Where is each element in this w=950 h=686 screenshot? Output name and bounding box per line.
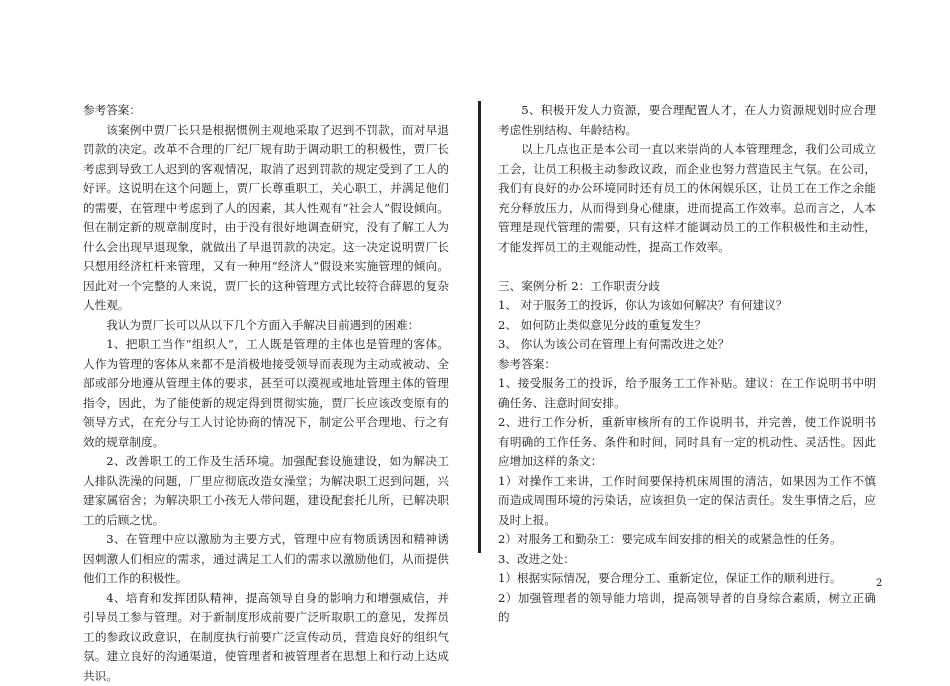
paragraph-analysis: 该案例中贾厂长只是根据惯例主观地采取了迟到不罚款，而对早退罚款的决定。改革不合理的厂纪厂规有助于调动职工的积极性，贾厂长考虑到导致工人迟到的客观情况，取消了迟到罚款的规定受到了工人的好评。这说明在这个问题上，贾厂长尊重职工，关心职工，并满足他们的需要，在管理中考虑到了人的因素，其人性观有“社会人”假设倾向。但在制定新的规章制度时，由于没有很好地调查研究，没有了解工人为什么会出现早退现象，就做出了早退罚款的决定。这一决定说明贾厂长只想用经济杠杆来管理，又有一种用“经济人”假设来实施管理的倾向。因此对一个完整的人来说，贾厂长的这种管理方式比较符合薛恩的复杂人性观。 bbox=[83, 121, 449, 316]
answer-2: 2、进行工作分析，重新审核所有的工作说明书，并完善，使工作说明书有明确的工作任务、条件和时间，同时具有一定的机动性、灵活性。因此应增加这样的条文： bbox=[498, 413, 876, 472]
left-column bbox=[83, 101, 449, 686]
paragraph-summary: 以上几点也正是本公司一直以来崇尚的人本管理理念，我们公司成立工会，让员工积极主动参政议政，而企业也努力营造民主气氛。在公司，我们有良好的办公环境同时还有员工的休闲娱乐区，让员工在工作之余能充分释放压力，从而得到身心健康，进而提高工作效率。总而言之，人本管理是现代管理的需要，只有这样才能调动员工的工作积极性和主动性，才能发挥员工的主观能动性，提高工作效率。 bbox=[498, 140, 876, 257]
paragraph-point-4: 4、培育和发挥团队精神，提高领导自身的影响力和增强威信，并引导员工参与管理。对于新制度形成前要广泛听取职工的意见，发挥员工的参政议政意识，在制度执行前要广泛宣传动员，营造良好的组织气氛。建立良好的沟通渠道，使管理者和被管理者在思想上和行动上达成共识。 bbox=[83, 589, 449, 686]
paragraph-point-1: 1、把职工当作“组织人”，工人既是管理的主体也是管理的客体。人作为管理的客体从来都不是消极地接受领导而表现为主动或被动、全部或部分地遵从管理主体的要求，甚至可以漠视或地址管理主体的管理指令，因此，为了能使新的规定得到贯彻实施，贾厂长应该改变原有的领导方式，在充分与工人讨论协商的情况下，制定公平合理地、行之有效的规章制度。 bbox=[83, 335, 449, 452]
question-1: 1、 对于服务工的投诉，你认为该如何解决？有何建议？ bbox=[498, 296, 876, 316]
paragraph-point-3: 3、在管理中应以激励为主要方式，管理中应有物质诱因和精神诱因刺激人们相应的需求，通过满足工人们的需求以激励他们，从而提供他们工作的积极性。 bbox=[83, 530, 449, 589]
spacer bbox=[498, 257, 876, 277]
answer-2-item-2: 2）对服务工和勤杂工：要完成车间安排的相关的或紧急性的任务。 bbox=[498, 530, 876, 550]
question-2: 2、 如何防止类似意见分歧的重复发生？ bbox=[498, 316, 876, 336]
case-title: 三、案例分析 2：工作职责分歧 bbox=[498, 277, 876, 297]
paragraph-point-2: 2、改善职工的工作及生活环境。加强配套设施建设，如为解决工人排队洗澡的问题，厂里应彻底改造女澡堂；为解决职工迟到问题，兴建家属宿舍；为解决职工小孩无人带问题，建设配套托儿所，已解决职工的后顾之忧。 bbox=[83, 452, 449, 530]
answer-3-item-1: 1）根据实际情况，要合理分工、重新定位，保证工作的顺利进行。 bbox=[498, 569, 876, 589]
page-number: 2 bbox=[876, 578, 882, 590]
answer-heading: 参考答案： bbox=[83, 101, 449, 121]
answer-heading-2: 参考答案： bbox=[498, 355, 876, 375]
paragraph-intro: 我认为贾厂长可以从以下几个方面入手解决目前遇到的困难： bbox=[83, 316, 449, 336]
question-3: 3、 你认为该公司在管理上有何需改进之处？ bbox=[498, 335, 876, 355]
answer-3: 3、改进之处： bbox=[498, 550, 876, 570]
right-column bbox=[498, 101, 876, 628]
answer-3-item-2: 2）加强管理者的领导能力培训，提高领导者的自身综合素质，树立正确的 bbox=[498, 589, 876, 628]
column-divider bbox=[478, 101, 481, 553]
answer-2-item-1: 1）对操作工来讲，工作时间要保持机床周围的清洁，如果因为工作不慎而造成周围环境的污染话，应该担负一定的保洁责任。发生事情之后，应及时上报。 bbox=[498, 472, 876, 531]
paragraph-point-5: 5、积极开发人力资源，要合理配置人才，在人力资源规划时应合理考虑性别结构、年龄结构。 bbox=[498, 101, 876, 140]
answer-1: 1、接受服务工的投诉，给予服务工工作补贴。建议：在工作说明书中明确任务、注意时间安排。 bbox=[498, 374, 876, 413]
